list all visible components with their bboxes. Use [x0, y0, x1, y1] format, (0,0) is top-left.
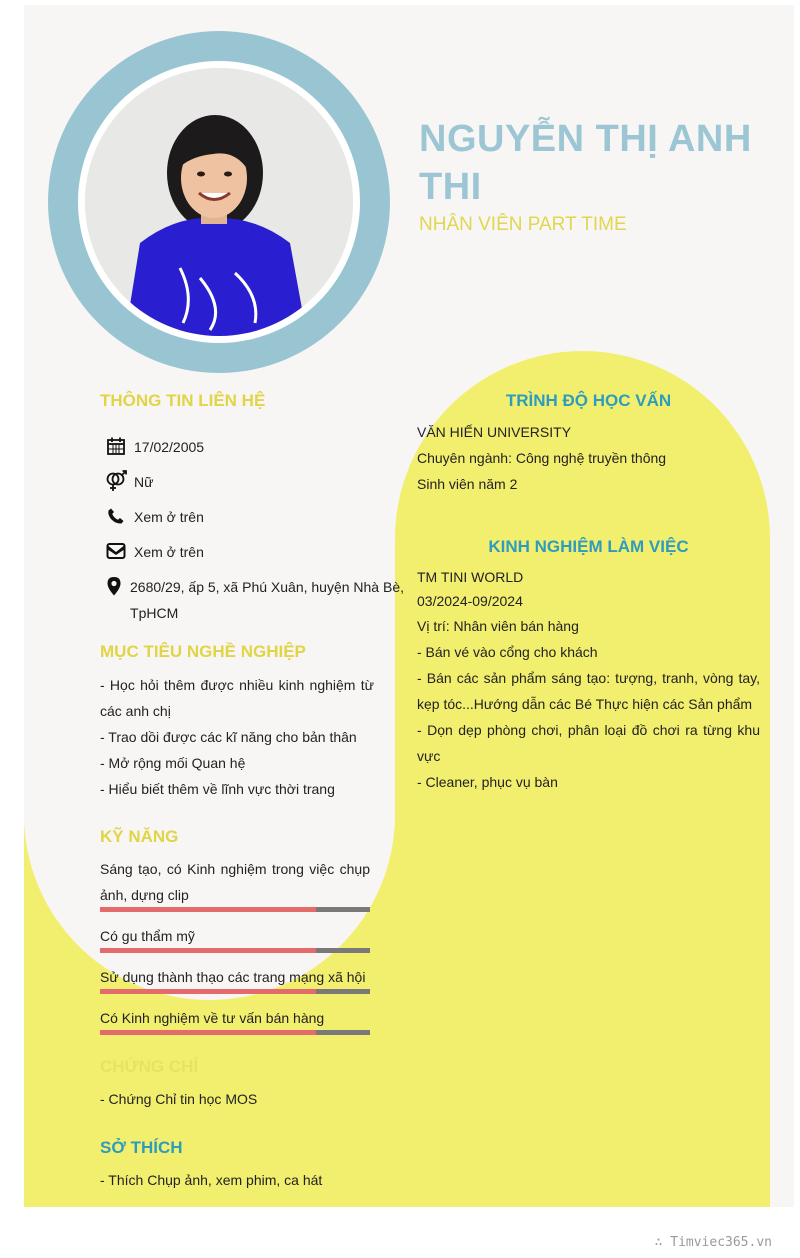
objective-line: - Trao dồi được các kĩ năng cho bản thân [100, 729, 357, 745]
objective-line: - Học hỏi thêm được nhiều kinh nghiệm từ các anh chị [100, 677, 374, 719]
objective-line: - Hiểu biết thêm về lĩnh vực thời trang [100, 781, 335, 797]
contact-address [104, 574, 404, 626]
contact-phone [104, 504, 204, 530]
skill-item: Có gu thẩm mỹ [100, 928, 195, 944]
experience-text [417, 565, 760, 795]
email-text: Xem ở trên [134, 544, 204, 560]
education-year: Sinh viên năm 2 [417, 476, 518, 492]
candidate-name: NGUYỄN THỊ ANH THI [419, 118, 752, 208]
skill-bar [100, 989, 370, 994]
experience-duty: - Bán các sản phẩm sáng tạo: tượng, tranh, vòng tay, kẹp tóc...Hướng dẫn các Bé Thực hiện các Sản phẩm [417, 670, 760, 712]
certificates-title: CHỨNG CHỈ [100, 1057, 199, 1076]
skills-title: KỸ NĂNG [100, 827, 179, 846]
skill-bar [100, 1030, 370, 1035]
calendar-icon [104, 434, 128, 458]
phone-text: Xem ở trên [134, 509, 204, 525]
skill-item: Sáng tạo, có Kinh nghiệm trong việc chụp ảnh, dựng clip [100, 861, 370, 903]
location-pin-icon [104, 574, 124, 598]
education-major: Chuyên ngành: Công nghệ truyền thông [417, 450, 667, 466]
address-line-2: TpHCM [130, 605, 179, 621]
experience-period: 03/2024-09/2024 [417, 593, 523, 609]
skill-bar [100, 907, 370, 912]
experience-company: TM TINI WORLD [417, 569, 524, 585]
skill-bar-fill [100, 907, 316, 912]
skill-bar [100, 948, 370, 953]
experience-duty: - Dọn dẹp phòng chơi, phân loại đồ chơi ra từng khu vực [417, 722, 760, 764]
contact-gender [104, 469, 153, 495]
address-line-1: 2680/29, ấp 5, xã Phú Xuân, huyện Nhà Bè, [130, 579, 404, 595]
education-text [417, 419, 760, 497]
objective-line: - Mở rộng mối Quan hệ [100, 755, 246, 771]
hobbies-title: SỞ THÍCH [100, 1138, 183, 1157]
skill-item: Có Kinh nghiệm về tư vấn bán hàng [100, 1010, 325, 1026]
contact-email [104, 539, 204, 565]
birthday-text: 17/02/2005 [134, 439, 205, 455]
cv-page [24, 5, 794, 1207]
phone-icon [104, 504, 128, 528]
certificate-item: - Chứng Chỉ tin học MOS [100, 1091, 258, 1107]
avatar [85, 68, 353, 336]
experience-position: Vị trí: Nhân viên bán hàng [417, 618, 579, 634]
contact-title: THÔNG TIN LIÊN HỆ [100, 391, 266, 410]
envelope-icon [104, 539, 128, 563]
skill-item: Sử dụng thành thạo các trang mạng xã hội [100, 969, 366, 985]
skill-bar-fill [100, 948, 316, 953]
education-title: TRÌNH ĐỘ HỌC VẤN [505, 391, 672, 410]
hobby-item: - Thích Chụp ảnh, xem phim, ca hát [100, 1172, 323, 1188]
gender-icon [104, 469, 128, 493]
contact-birthday [104, 434, 204, 460]
address-text [130, 574, 404, 626]
gender-text: Nữ [134, 474, 154, 490]
skill-bar-fill [100, 1030, 316, 1035]
education-school: VĂN HIẾN UNIVERSITY [417, 424, 572, 440]
experience-title: KINH NGHIỆM LÀM VIỆC [488, 537, 689, 556]
candidate-role: NHÂN VIÊN PART TIME [419, 214, 627, 235]
watermark: ∴ Timviec365.vn [654, 1235, 772, 1250]
avatar-photo [85, 68, 353, 336]
skill-bar-fill [100, 989, 316, 994]
experience-duty: - Bán vé vào cổng cho khách [417, 644, 598, 660]
objective-title: MỤC TIÊU NGHỀ NGHIỆP [100, 642, 306, 661]
experience-duty: - Cleaner, phục vụ bàn [417, 774, 558, 790]
objective-text [100, 672, 374, 802]
